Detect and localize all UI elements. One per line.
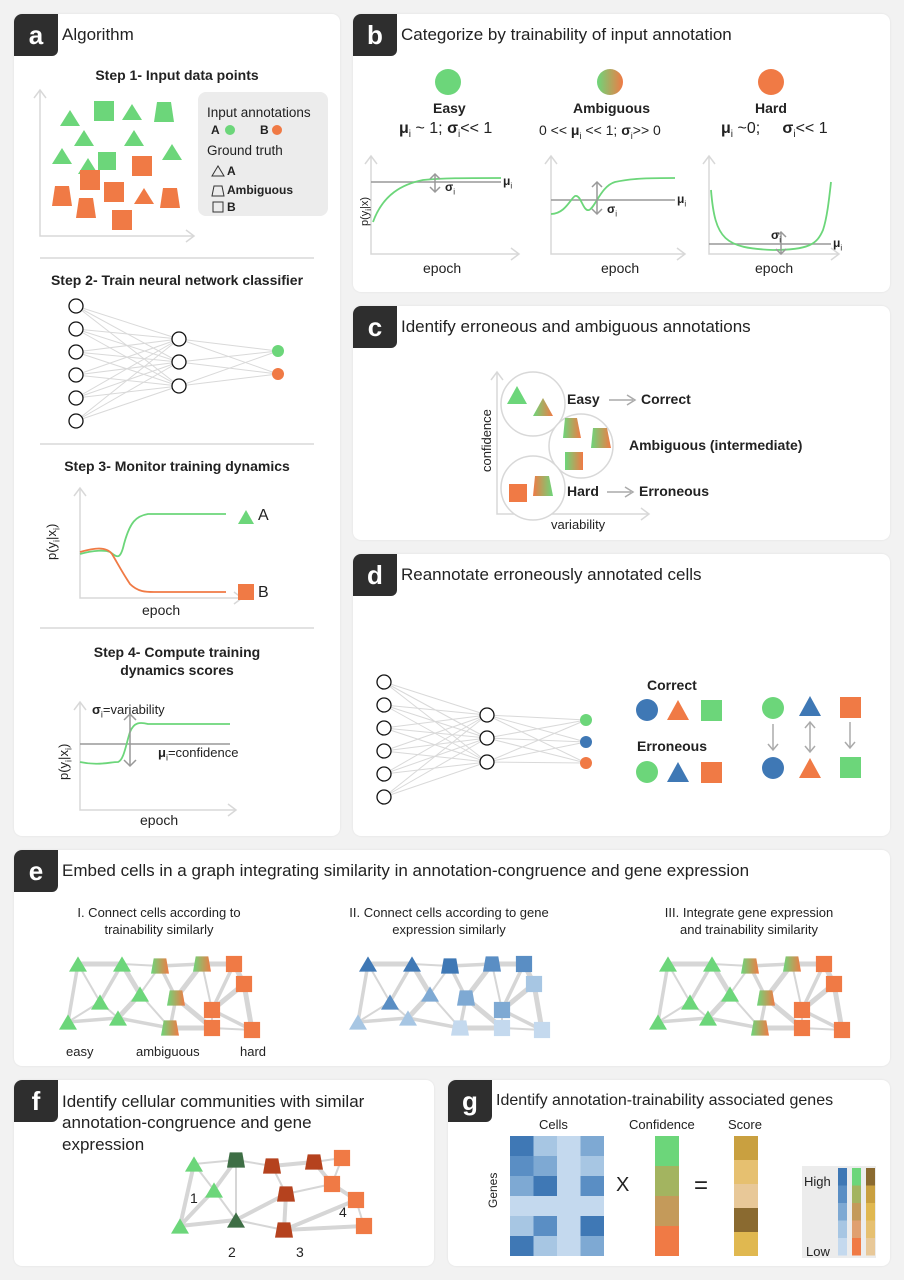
- f-c1: 1: [190, 1190, 198, 1206]
- confidence-cell: [655, 1136, 679, 1166]
- score-cell: [734, 1136, 758, 1160]
- expression-node: [483, 956, 501, 971]
- trainability-node: [794, 1002, 810, 1018]
- gene-cell: [534, 1156, 558, 1176]
- gene-cell: [510, 1216, 534, 1236]
- panel-c: [353, 306, 890, 540]
- e-sub2-1: II. Connect cells according to gene: [349, 905, 549, 920]
- f-c2: 2: [228, 1244, 236, 1260]
- easy-label: Easy: [433, 100, 466, 116]
- panel-g-matrices: [448, 1080, 890, 1266]
- score-legend-cell: [838, 1186, 847, 1204]
- hard-sigma: $\sigma_i$: [771, 228, 781, 245]
- c-easy-label: Easy: [567, 391, 600, 407]
- easy-xlabel: epoch: [423, 260, 462, 276]
- e-hard: hard: [240, 1044, 267, 1059]
- trainability-node: [794, 1020, 810, 1036]
- gene-cell: [581, 1176, 605, 1196]
- trainability-node: [834, 1022, 850, 1038]
- community-node: [324, 1176, 340, 1192]
- panel-a: [14, 14, 340, 836]
- step3-ylabel: $p(y_i|x_i)$: [44, 523, 62, 560]
- panel-f-graph: [14, 1080, 434, 1266]
- panel-f-title-2: annotation-congruence and gene: [62, 1113, 312, 1132]
- score-legend-cell: [838, 1168, 847, 1186]
- trainability-node: [757, 990, 775, 1005]
- panel-e-title: Embed cells in a graph integrating similarity in annotation-congruence and gene expression: [62, 861, 750, 880]
- score-legend-cell: [852, 1221, 861, 1239]
- trainability-node: [721, 986, 739, 1001]
- gene-cell: [581, 1236, 605, 1256]
- d-erroneous-label: Erroneous: [637, 738, 708, 754]
- legend-gt-ambiguous: Ambiguous: [227, 183, 293, 197]
- expression-node: [516, 956, 532, 972]
- panel-d-badge: d: [353, 554, 397, 596]
- easy-sigma: $\sigma_i$: [445, 180, 455, 197]
- trainability-node: [741, 958, 759, 973]
- trainability-node: [204, 1020, 220, 1036]
- expression-node: [381, 994, 399, 1009]
- score-legend-cell: [838, 1221, 847, 1239]
- community-node: [334, 1150, 350, 1166]
- legend-ann-a: A: [211, 123, 220, 137]
- step4-title-2: dynamics scores: [120, 662, 234, 678]
- c-ambiguous-label: Ambiguous (intermediate): [629, 437, 803, 453]
- g-high: High: [804, 1174, 831, 1189]
- amb-xlabel: epoch: [601, 260, 640, 276]
- g-cells-label: Cells: [539, 1117, 568, 1132]
- score-cell: [734, 1208, 758, 1232]
- panel-b-title: Categorize by trainability of input annotation: [401, 25, 732, 44]
- expression-node: [421, 986, 439, 1001]
- score-legend-cell: [866, 1168, 875, 1186]
- legend-ground-truth: Ground truth: [207, 143, 283, 158]
- score-cell: [734, 1160, 758, 1184]
- e-easy: easy: [66, 1044, 94, 1059]
- step4-sigma: $\sigma_i=variability$: [92, 702, 165, 720]
- legend-gt-b: B: [227, 200, 236, 214]
- score-legend-cell: [838, 1238, 847, 1256]
- panel-f-title-3: expression: [62, 1135, 145, 1154]
- g-genes-label: Genes: [486, 1172, 500, 1208]
- score-legend-cell: [866, 1203, 875, 1221]
- graph-edge: [658, 964, 668, 1022]
- score-legend-cell: [838, 1203, 847, 1221]
- easy-mu: $\mu_i$: [503, 174, 513, 191]
- panel-b-badge: b: [353, 14, 397, 56]
- d-correct-label: Correct: [647, 677, 697, 693]
- panel-g-badge: g: [448, 1080, 492, 1122]
- panel-a-title: Algorithm: [62, 25, 134, 44]
- score-legend-cell: [852, 1238, 861, 1256]
- panel-d-title: Reannotate erroneously annotated cells: [401, 565, 702, 584]
- panel-a-badge: a: [14, 14, 58, 56]
- g-times: X: [616, 1174, 630, 1196]
- score-legend-cell: [866, 1238, 875, 1256]
- gene-cell: [510, 1136, 534, 1156]
- gene-cell: [581, 1136, 605, 1156]
- legend-ann-b: B: [260, 123, 269, 137]
- confidence-cell: [655, 1196, 679, 1226]
- expression-node: [534, 1022, 550, 1038]
- c-correct-label: Correct: [641, 391, 691, 407]
- trainability-node: [826, 976, 842, 992]
- expression-node: [494, 1002, 510, 1018]
- step1-title: Step 1- Input data points: [95, 67, 259, 83]
- graph-edge: [180, 1220, 236, 1226]
- panel-e: [14, 850, 890, 1066]
- panel-b: [353, 14, 890, 292]
- hard-label: Hard: [755, 100, 787, 116]
- g-low: Low: [806, 1244, 830, 1259]
- community-node: [356, 1218, 372, 1234]
- community-node: [277, 1186, 295, 1201]
- step4-mu: $\mu_i=confidence$: [158, 745, 239, 763]
- trainability-node: [751, 1020, 769, 1035]
- trainability-node: [91, 994, 109, 1009]
- panel-g-title: Identify annotation-trainability associated genes: [496, 1092, 834, 1109]
- score-legend-cell: [852, 1186, 861, 1204]
- gene-cell: [534, 1176, 558, 1196]
- panel-b-graphics: [353, 14, 890, 292]
- score-cell: [734, 1184, 758, 1208]
- c-ylabel: confidence: [479, 409, 494, 472]
- amb-mu: $\mu_i$: [677, 192, 687, 209]
- g-confidence-label: Confidence: [629, 1117, 695, 1132]
- community-node: [348, 1192, 364, 1208]
- expression-node: [526, 976, 542, 992]
- gene-cell: [557, 1136, 581, 1156]
- gene-cell: [557, 1236, 581, 1256]
- ambiguous-formula: $0 << \mu_i << 1$; $\sigma_i>> 0$: [539, 122, 661, 141]
- panel-g: [448, 1080, 890, 1266]
- gene-cell: [534, 1136, 558, 1156]
- gene-cell: [581, 1216, 605, 1236]
- score-legend-cell: [852, 1203, 861, 1221]
- g-equals: =: [694, 1172, 709, 1199]
- e-sub3-2: and trainability similarity: [680, 922, 818, 937]
- step2-title: Step 2- Train neural network classifier: [50, 272, 304, 288]
- hard-mu: $\mu_i$: [833, 236, 843, 253]
- c-hard-label: Hard: [567, 483, 599, 499]
- panel-d: [353, 554, 890, 836]
- confidence-cell: [655, 1226, 679, 1256]
- panel-f-title-1: Identify cellular communities with similar: [62, 1092, 365, 1111]
- step3-class-a: A: [258, 507, 269, 524]
- score-legend-cell: [866, 1221, 875, 1239]
- e-sub1-2: trainability similarly: [104, 922, 214, 937]
- graph-edge: [68, 964, 78, 1022]
- c-erroneous-label: Erroneous: [639, 483, 710, 499]
- gene-cell: [510, 1156, 534, 1176]
- gene-cell: [510, 1236, 534, 1256]
- panel-d-shapes: [353, 554, 890, 836]
- gene-cell: [557, 1156, 581, 1176]
- trainability-node: [161, 1020, 179, 1035]
- graph-edge: [658, 1018, 708, 1022]
- score-cell: [734, 1232, 758, 1256]
- panel-c-badge: c: [353, 306, 397, 348]
- step4-title-1: Step 4- Compute training: [93, 644, 261, 660]
- gene-cell: [557, 1176, 581, 1196]
- easy-ylabel: $p(y_i|x)$: [359, 196, 374, 226]
- amb-sigma: $\sigma_i$: [607, 202, 617, 219]
- legend-input-annotations: Input annotations: [207, 105, 311, 120]
- panel-c-title: Identify erroneous and ambiguous annotations: [401, 317, 751, 336]
- gene-cell: [557, 1196, 581, 1216]
- panel-e-badge: e: [14, 850, 58, 892]
- gene-cell: [510, 1196, 534, 1216]
- community-node: [227, 1152, 245, 1167]
- ambiguous-label: Ambiguous: [573, 100, 650, 116]
- gene-cell: [581, 1156, 605, 1176]
- expression-node: [457, 990, 475, 1005]
- community-node: [305, 1154, 323, 1169]
- trainability-node: [226, 956, 242, 972]
- panel-e-graphs: [14, 850, 890, 1066]
- hard-formula: $\mu_i$ ~0; $\sigma_i<< 1$: [721, 120, 828, 141]
- f-c4: 4: [339, 1204, 347, 1220]
- gene-cell: [534, 1236, 558, 1256]
- step4-xlabel: epoch: [140, 812, 179, 828]
- graph-edge: [68, 1018, 118, 1022]
- step4-ylabel: $p(y_i|x_i)$: [56, 743, 74, 780]
- ambiguous-indicator: [597, 69, 623, 95]
- trainability-node: [167, 990, 185, 1005]
- trainability-node: [204, 1002, 220, 1018]
- step3-xlabel: epoch: [142, 602, 181, 618]
- panel-c-graphics: [353, 306, 890, 540]
- score-legend-cell: [866, 1186, 875, 1204]
- graph-edge: [358, 964, 368, 1022]
- step3-title: Step 3- Monitor training dynamics: [64, 458, 290, 474]
- easy-formula: $\mu_i$ ~ 1; $\sigma_i<< 1$: [399, 120, 493, 141]
- hard-indicator: [758, 69, 784, 95]
- trainability-node: [151, 958, 169, 973]
- trainability-node: [816, 956, 832, 972]
- community-node: [275, 1222, 293, 1237]
- gene-cell: [534, 1216, 558, 1236]
- trainability-node: [783, 956, 801, 971]
- e-sub1-1: I. Connect cells according to: [77, 905, 241, 920]
- g-score-label: Score: [728, 1117, 762, 1132]
- graph-edge: [358, 1018, 408, 1022]
- trainability-node: [131, 986, 149, 1001]
- e-ambiguous: ambiguous: [136, 1044, 200, 1059]
- expression-node: [451, 1020, 469, 1035]
- trainability-node: [236, 976, 252, 992]
- hard-xlabel: epoch: [755, 260, 794, 276]
- panel-f: [14, 1080, 434, 1266]
- score-legend-cell: [852, 1168, 861, 1186]
- gene-cell: [557, 1216, 581, 1236]
- easy-indicator: [435, 69, 461, 95]
- confidence-cell: [655, 1166, 679, 1196]
- c-xlabel: variability: [551, 517, 606, 532]
- trainability-node: [681, 994, 699, 1009]
- trainability-node: [193, 956, 211, 971]
- step4-plot: [14, 14, 340, 836]
- trainability-node: [244, 1022, 260, 1038]
- panel-f-badge: f: [14, 1080, 58, 1122]
- f-c3: 3: [296, 1244, 304, 1260]
- gene-cell: [534, 1196, 558, 1216]
- expression-node: [441, 958, 459, 973]
- gene-cell: [510, 1176, 534, 1196]
- legend-gt-a: A: [227, 164, 236, 178]
- e-sub2-2: expression similarly: [392, 922, 506, 937]
- e-sub3-1: III. Integrate gene expression: [664, 905, 834, 920]
- expression-node: [494, 1020, 510, 1036]
- step3-class-b: B: [258, 584, 269, 601]
- gene-cell: [581, 1196, 605, 1216]
- community-node: [263, 1158, 281, 1173]
